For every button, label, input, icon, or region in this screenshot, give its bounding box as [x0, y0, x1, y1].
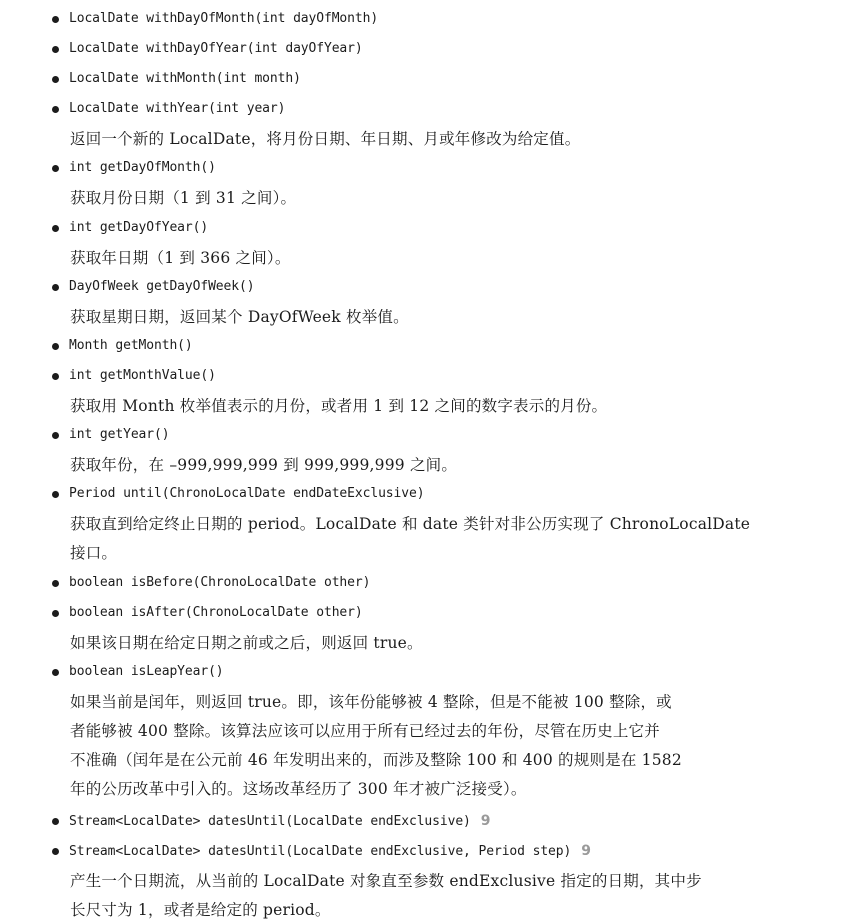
bullet-icon: [52, 343, 59, 350]
bullet-icon: [52, 610, 59, 617]
method-signature: boolean isLeapYear(): [69, 664, 224, 679]
method-signature-text: Stream<LocalDate> datesUntil(LocalDate endExclusive, Period step): [69, 844, 572, 859]
bullet-icon: [52, 373, 59, 380]
method-signature: int getDayOfYear(): [69, 220, 209, 235]
method-signature: LocalDate withYear(int year): [69, 101, 286, 116]
bullet-icon: [52, 432, 59, 439]
method-signature: boolean isAfter(ChronoLocalDate other): [69, 605, 363, 620]
method-description: 不准确（闰年是在公元前 46 年发明出来的，而涉及整除 100 和 400 的规则是在 1582: [70, 751, 682, 769]
method-signature: int getYear(): [69, 427, 170, 442]
method-description: 产生一个日期流，从当前的 LocalDate 对象直至参数 endExclusive 指定的日期，其中步: [70, 872, 702, 890]
method-signature: DayOfWeek getDayOfWeek(): [69, 279, 255, 294]
method-description: 如果该日期在给定日期之前或之后，则返回 true。: [70, 634, 423, 652]
since-version-badge: 9: [581, 843, 591, 859]
method-description: 年的公历改革中引入的。这场改革经历了 300 年才被广泛接受）。: [70, 780, 527, 798]
method-description: 获取年日期（1 到 366 之间）。: [70, 249, 291, 267]
method-signature-text: Stream<LocalDate> datesUntil(LocalDate endExclusive): [69, 814, 471, 829]
bullet-icon: [52, 491, 59, 498]
method-signature: LocalDate withDayOfMonth(int dayOfMonth): [69, 11, 379, 26]
method-signature: boolean isBefore(ChronoLocalDate other): [69, 575, 371, 590]
bullet-icon: [52, 46, 59, 53]
bullet-icon: [52, 818, 59, 825]
method-signature: LocalDate withDayOfYear(int dayOfYear): [69, 41, 363, 56]
method-description: 返回一个新的 LocalDate，将月份日期、年日期、月或年修改为给定值。: [70, 130, 581, 148]
method-description: 获取年份，在 –999,999,999 到 999,999,999 之间。: [70, 456, 458, 474]
method-signature: [69, 843, 591, 859]
method-description: 接口。: [70, 544, 118, 562]
method-description: 获取用 Month 枚举值表示的月份，或者用 1 到 12 之间的数字表示的月份。: [70, 397, 608, 415]
method-signature: LocalDate withMonth(int month): [69, 71, 301, 86]
bullet-icon: [52, 16, 59, 23]
method-signature: [69, 813, 490, 829]
method-signature: Period until(ChronoLocalDate endDateExclusive): [69, 486, 425, 501]
method-description: 长尺寸为 1，或者是给定的 period。: [70, 901, 331, 919]
method-signature: int getMonthValue(): [69, 368, 216, 383]
method-description: 者能够被 400 整除。该算法应该可以应用于所有已经过去的年份，尽管在历史上它并: [70, 722, 660, 740]
bullet-icon: [52, 669, 59, 676]
since-version-badge: 9: [480, 813, 491, 829]
bullet-icon: [52, 284, 59, 291]
method-description: 获取星期日期，返回某个 DayOfWeek 枚举值。: [70, 308, 409, 326]
method-signature: Month getMonth(): [69, 338, 193, 353]
method-description: 获取月份日期（1 到 31 之间）。: [70, 189, 297, 207]
bullet-icon: [52, 225, 59, 232]
bullet-icon: [52, 580, 59, 587]
bullet-icon: [52, 106, 59, 113]
method-signature: int getDayOfMonth(): [69, 160, 216, 175]
method-description: 获取直到给定终止日期的 period。LocalDate 和 date 类针对非公历实现了 ChronoLocalDate: [70, 515, 751, 533]
bullet-icon: [52, 165, 59, 172]
bullet-icon: [52, 76, 59, 83]
method-description: 如果当前是闰年，则返回 true。即，该年份能够被 4 整除，但是不能被 100 整除，或: [70, 693, 672, 711]
bullet-icon: [52, 848, 59, 855]
